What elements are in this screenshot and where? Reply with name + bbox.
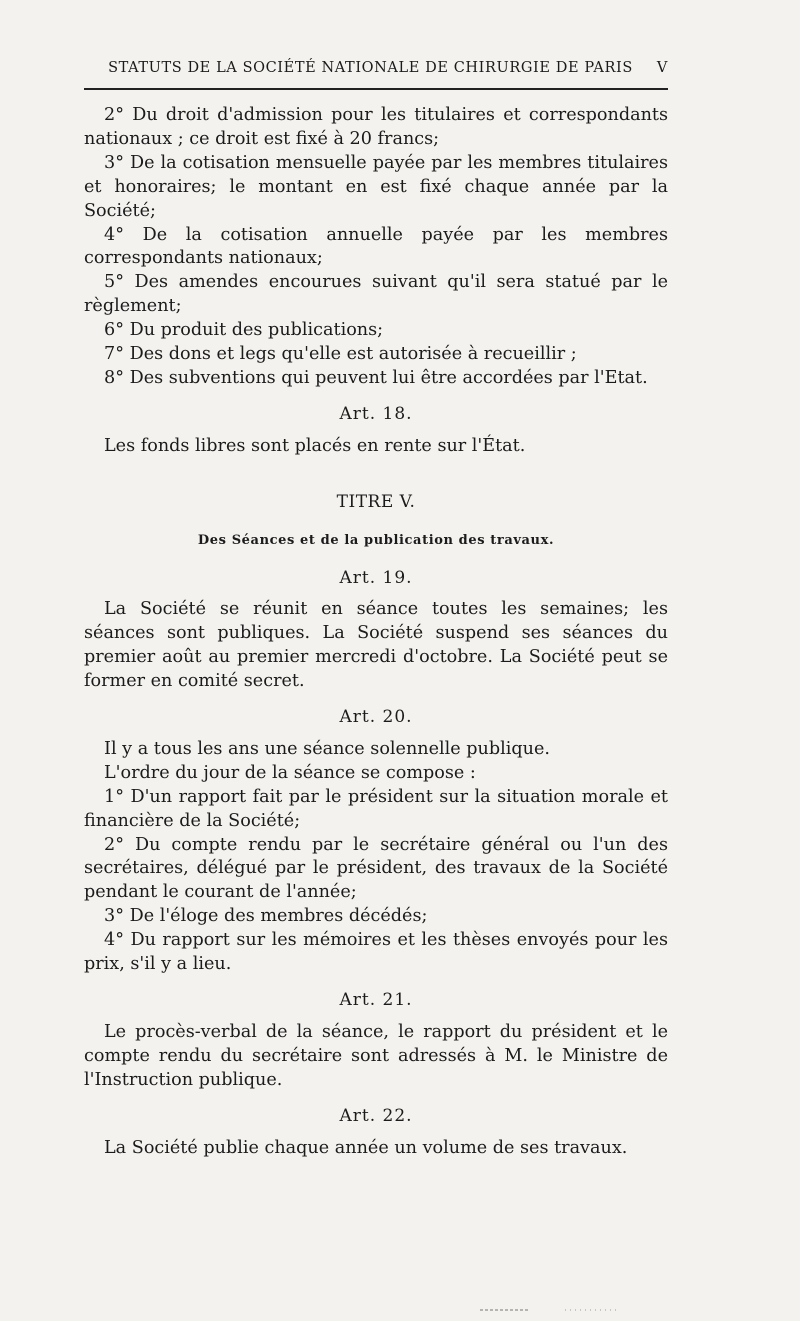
article-22-heading: Art. 22. — [339, 1105, 413, 1126]
running-head — [84, 60, 668, 90]
article-20-paragraph: Il y a tous les ans une séance solennelle publique. — [104, 738, 550, 759]
item-paragraph: 3° De la cotisation mensuelle payée par les membres titulaires et honoraires; le montant en est fixé chaque année par la Société; — [84, 152, 668, 221]
item-paragraph: 8° Des subventions qui peuvent lui être accordées par l'Etat. — [104, 367, 648, 388]
page-number: V — [656, 60, 668, 76]
article-20-paragraph: 3° De l'éloge des membres décédés; — [104, 906, 428, 927]
titre-heading: TITRE V. — [336, 491, 416, 512]
article-20-paragraph: 4° Du rapport sur les mémoires et les thèses envoyés pour les prix, s'il y a lieu. — [84, 930, 668, 975]
article-18-heading: Art. 18. — [339, 403, 413, 424]
article-19-heading: Art. 19. — [339, 567, 413, 588]
item-paragraph: 2° Du droit d'admission pour les titulaires et correspondants nationaux ; ce droit est fixé à 20 francs; — [84, 105, 668, 149]
article-18-text: Les fonds libres sont placés en rente sur l'État. — [104, 435, 526, 456]
item-paragraph: 4° De la cotisation annuelle payée par les membres correspondants nationaux; — [84, 224, 668, 269]
article-21-text: Le procès-verbal de la séance, le rapport du président et le compte rendu du secrétaire sont adressés à M. le Ministre de l'Instruction publique. — [84, 1021, 668, 1090]
running-title: STATUTS DE LA SOCIÉTÉ NATIONALE DE CHIRURGIE DE PARIS — [108, 60, 633, 76]
article-21-heading: Art. 21. — [339, 990, 413, 1010]
item-paragraph: 5° Des amendes encourues suivant qu'il sera statué par le règlement; — [84, 272, 668, 317]
item-paragraph: 7° Des dons et legs qu'elle est autorisée à recueillir ; — [104, 344, 577, 365]
article-22-text: La Société publie chaque année un volume de ses travaux. — [104, 1137, 628, 1158]
article-20-heading: Art. 20. — [339, 707, 413, 728]
item-paragraph: 6° Du produit des publications; — [104, 320, 384, 341]
article-20-paragraph: 1° D'un rapport fait par le président sur la situation morale et financière de la Société; — [84, 786, 668, 831]
page-body — [84, 104, 668, 1160]
article-20-paragraph: L'ordre du jour de la séance se compose : — [104, 762, 476, 783]
article-20-paragraph: 2° Du compte rendu par le secrétaire général ou l'un des secrétaires, délégué par le président, des travaux de la Société pendant le courant de l'année; — [84, 834, 668, 903]
titre-subtitle: Des Séances et de la publication des travaux. — [197, 532, 555, 548]
page — [84, 60, 668, 1160]
ink-smudge — [470, 1308, 630, 1312]
article-19-text: La Société se réunit en séance toutes les semaines; les séances sont publiques. La Société suspend ses séances du premier août au premier mercredi d'octobre. La Société peut se former en comité secret. — [84, 599, 668, 692]
